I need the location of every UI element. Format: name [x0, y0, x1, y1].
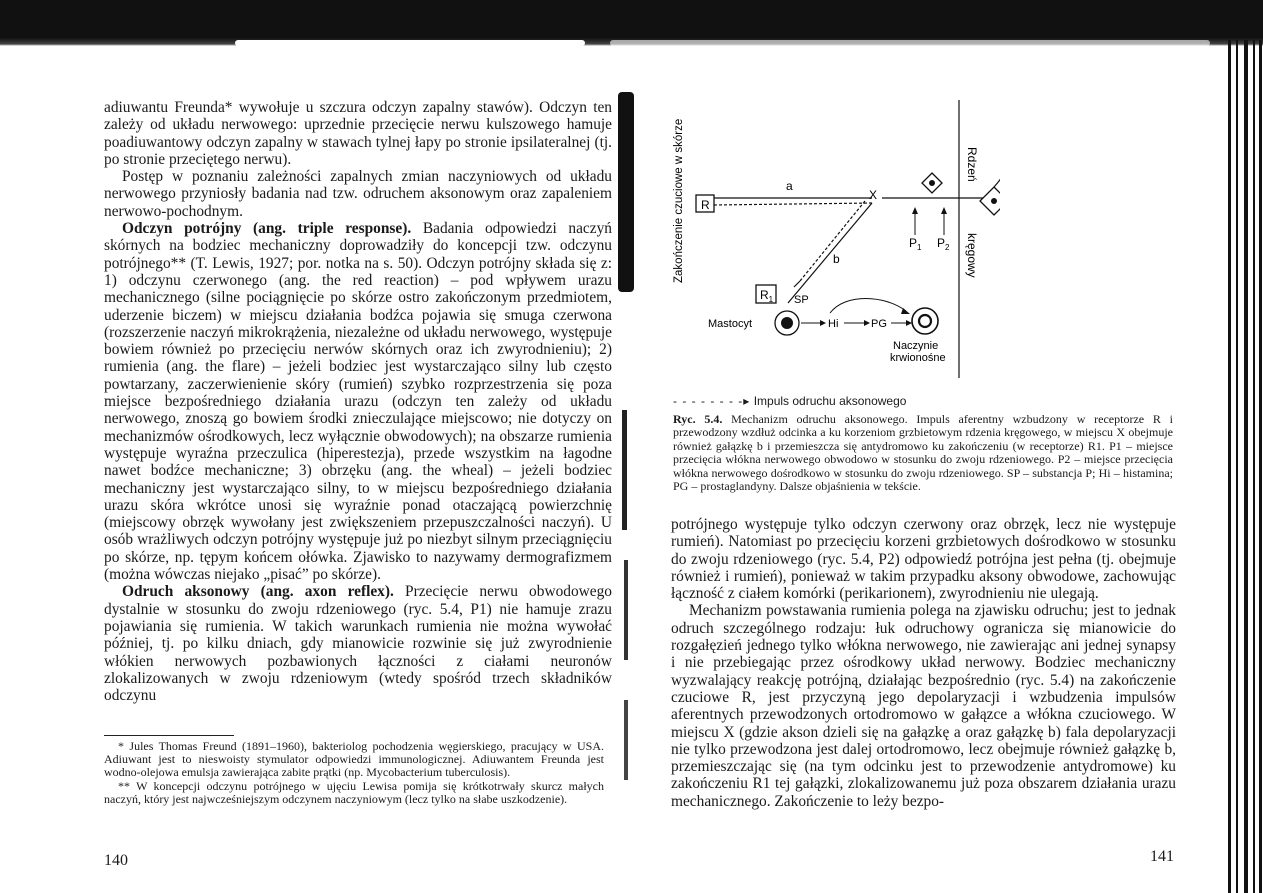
book-gutter-shadow — [624, 560, 628, 660]
receptor-r-label: R — [701, 198, 710, 212]
label-b: b — [833, 252, 840, 266]
label-p1: $P_1$ — [909, 236, 922, 252]
footnote: * Jules Thomas Freund (1891–1960), bakteriolog pochodzenia węgierskiego, pracujący w USA. Adiuwant jest to nieswoisty stymulator odpowiedzi immunologicznej. Adiuwantem Freunda jest wodno-olejowa emulsja zawierająca zabite prątki (np. Mycobacterium tuberculosis). — [104, 739, 604, 780]
right-page-body — [671, 516, 1176, 810]
label-skin-ending: Zakończenie czuciowe w skórze — [673, 118, 685, 283]
page-number-right: 141 — [1150, 848, 1174, 865]
label-vessel-2: krwionośne — [890, 352, 946, 364]
book-gutter-shadow — [622, 410, 627, 530]
page-number-left: 140 — [104, 852, 128, 869]
label-hi: Hi — [828, 318, 839, 330]
figure-caption: Ryc. 5.4. Mechanizm odruchu aksonowego. Impuls aferentny wzbudzony w receptorze R i przewodzony wzdłuż odcinka a ku korzeniom grzbietowym rdzenia kręgowego, w miejscu X obejmuje również gałązkę b i przemieszcza się antydromowo ku zakończeniu (w receptorze) R1. P1 – miejsce przecięcia włókna nerwowego obwodowo w stosunku do zwoju rdzeniowego. P2 – miejsce przecięcia włókna nerwowego dośrodkowo w stosunku do zwoju rdzeniowego. SP – substancja P; Hi – histamina; PG – prostaglandyny. Dalsze objaśnienia w tekście. — [673, 412, 1174, 494]
paragraph: Postęp w poznaniu zależności zapalnych zmian naczyniowych od układu nerwowego przyniosły badania nad tzw. odruchem aksonowym oraz zapaleniem nerwowo-pochodnym. — [104, 168, 612, 220]
book-gutter-shadow — [624, 700, 628, 780]
dashed-arrow-icon: - - - - - - - -▸ — [673, 394, 751, 408]
label-spinal-cord-2: kręgowy — [965, 233, 979, 278]
label-p2: $P_2$ — [937, 236, 950, 252]
axon-reflex-diagram — [660, 95, 1000, 395]
footnote: ** W koncepcji odczynu potrójnego w ujęciu Lewisa pomija się krótkotrwały skurcz małych naczyń, który jest najwcześniejszym odczynem naczyniowym (lecz tylko na słabe uszkodzenie). — [104, 778, 604, 806]
label-sp: SP — [794, 294, 809, 306]
paragraph-axon-reflex: Odruch aksonowy (ang. axon reflex). Przecięcie nerwu obwodowego dystalnie w stosunku do zwoju rdzeniowego (ryc. 5.4, P1) nie hamuje zrazu pojawiania się rumienia. W takich warunkach rumienia nie można wywołać później, tj. po kilku dniach, gdy mianowicie rozwinie się już zwyrodnienie włókien nerwowych pozbawionych łączności z ciałami neuronów zlokalizowanych w zwoju rdzeniowym (wtedy spośród trzech składników odczynu — [104, 583, 612, 705]
scan-top-band — [0, 0, 1263, 46]
dorsal-root-ganglion — [922, 173, 942, 193]
label-x: X — [869, 188, 878, 202]
book-gutter-shadow — [618, 92, 634, 292]
footnotes — [104, 740, 604, 806]
label-a: a — [786, 179, 793, 193]
label-spinal-cord: Rdzeń — [965, 147, 979, 182]
paragraph: potrójnego występuje tylko odczyn czerwony oraz obrzęk, lecz nie występuje rumień). Natomiast po przecięciu korzeni grzbietowych dośrodkowo w stosunku do zwoju rdzeniowego (ryc. 5.4, P2) odpowiedź potrójna jest pełna (tj. obejmuje również i rumień), ponieważ w takim przypadku aksony obwodowe, zachowując łączność z ciałem komórki (perikarionem), zwyrodnieniu nie ulegają. — [671, 516, 1176, 603]
footnote-rule — [104, 735, 234, 736]
page-edge-stack — [1226, 40, 1263, 893]
label-vessel: Naczynie — [893, 340, 939, 352]
section-heading: Odczyn potrójny (ang. triple response). — [122, 220, 412, 238]
figure-legend: - - - - - - - -▸ Impuls odruchu aksonowego — [673, 394, 907, 408]
paragraph: Mechanizm powstawania rumienia polega na zjawisku odruchu; jest to jednak odruch szczególnego rodzaju: łuk odruchowy ogranicza się mianowicie do rozgałęzień jednego tylko włókna nerwowego, nie zawierając ani jednej synapsy i nie przebiegając przez ośrodkowy układ nerwowy. Bodziec mechaniczny wyzwalający reakcję potrójną, działając bezpośrednio (ryc. 5.4) na zakończenie czuciowe R, jest przyczyną jego depolaryzacji i wzbudzenia impulsów aferentnych przewodzonych ortodromowo w gałązce a włókna czuciowego. W miejscu X (gdzie akson dzieli się na gałązkę a oraz gałązkę b) fala depolaryzacji nie tylko przewodzona jest dalej ortodromowo, lecz obejmuje również gałązkę b, przemieszczając się (na tym odcinku jest to przewodzenie antydromowe) ku zakończeniu R1 tej gałązki, zlokalizowanemu już poza obszarem działania urazu mechanicznego. Zakończenie to leży bezpo- — [671, 602, 1176, 810]
paragraph-triple-response: Odczyn potrójny (ang. triple response). Badania odpowiedzi naczyń skórnych na bodziec mechaniczny doprowadziły do koncepcji tzw. odczynu potrójnego** (T. Lewis, 1927; por. notka na s. 50). Odczyn potrójny składa się z: 1) odczynu czerwonego (ang. the red reaction) – pod wpływem urazu mechanicznego (silne pociągnięcie po skórze ostro zakończonym przedmiotem, uderzenie biczem) w miejscu działania bodźca pojawia się smuga czerwona (rozszerzenie naczyń mikrokrążenia, niezależne od układu nerwowego, występuje bowiem również po przecięciu nerwów skórnych oraz ich zwyrodnieniu); 2) rumienia (ang. the flare) – jeżeli bodziec jest wystarczająco silny lub często powtarzany, zaczerwienienie skóry (rumień) szybko rozprzestrzenia się poza miejsce bezpośredniego działania urazu (odczyn ten zależy od układu nerwowego, znoszą go bowiem środki znieczulające miejscowo; nie dotyczy on mechanizmów ośrodkowych, lecz wyłącznie obwodowych); na obszarze rumienia występuje wyraźna przeczulica (hiperestezja), przede wszystkim na łagodne nawet bodźce mechaniczne; 3) obrzęku (ang. the wheal) – jeżeli bodziec mechaniczny jest wystarczająco silny, to w miejscu bezpośredniego działania urazu skóra wkrótce unosi się wyraźnie ponad otaczającą powierzchnię (miejscowy obrzęk wywołany jest zwiększeniem przepuszczalności naczyń). U osób wrażliwych odczyn potrójny występuje już po niezbyt silnym przeciągnięciu po skórze, np. tępym końcem ołówka. Zjawisko to nazywamy dermografizmem (można wówczas niejako „pisać” po skórze). — [104, 220, 612, 584]
spinal-neuron — [980, 187, 1000, 215]
blood-vessel — [912, 308, 938, 334]
label-mastocyt: Mastocyt — [708, 318, 753, 330]
section-heading: Odruch aksonowy (ang. axon reflex). — [122, 583, 394, 601]
paragraph: adiuwantu Freunda* wywołuje u szczura odczyn zapalny stawów). Odczyn ten zależy od układu nerwowego: uprzednie przecięcie nerwu kulszowego hamuje poadiuwantowy odczyn zapalny w stawach tylnej łapy po stronie ipsilateralnej (tj. po stronie przeciętego nerwu). — [104, 99, 612, 168]
left-page-body — [104, 99, 612, 704]
mast-cell — [775, 311, 799, 335]
label-pg: PG — [871, 318, 887, 330]
caption-title: Ryc. 5.4. — [673, 412, 723, 426]
receptor-r1-label: $R_1$ — [760, 288, 774, 304]
